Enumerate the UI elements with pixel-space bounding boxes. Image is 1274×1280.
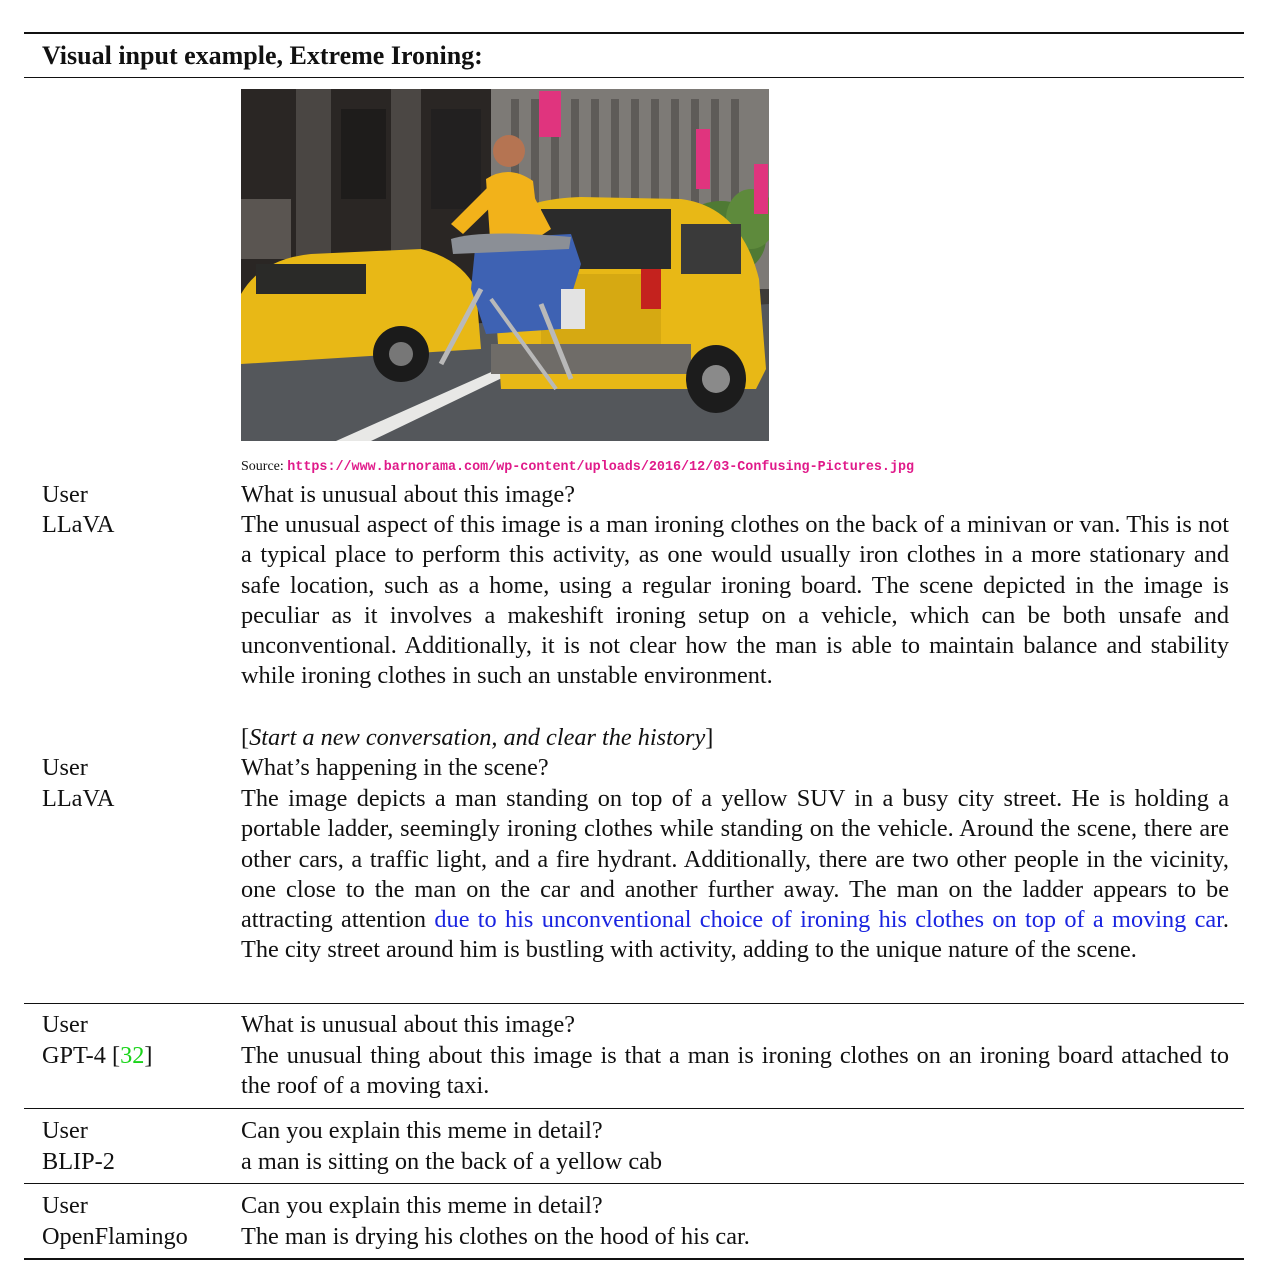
user-question: What’s happening in the scene? <box>241 754 549 781</box>
citation-link[interactable]: 32 <box>120 1042 145 1069</box>
speaker-blip2: BLIP-2 <box>42 1148 115 1175</box>
gpt4-response: The unusual thing about this image is that a man is ironing clothes on an ironing board attached to the roof of a moving taxi. <box>241 1042 1229 1100</box>
bracket-close: ] <box>705 724 714 751</box>
speaker-llava: LLaVA <box>42 785 115 812</box>
user-question: Can you explain this meme in detail? <box>241 1192 603 1219</box>
speaker-llava: LLaVA <box>42 511 115 538</box>
llava-response <box>241 784 1229 966</box>
speaker-user: User <box>42 754 88 781</box>
image-source <box>241 458 914 477</box>
response-text: . The city street around him is bustling with activity, adding to the unique nature of the scene. <box>241 906 1229 964</box>
user-question: Can you explain this meme in detail? <box>241 1117 603 1144</box>
speaker-user: User <box>42 1192 88 1219</box>
citation-open: [ <box>105 1042 121 1069</box>
section-rule-openflamingo <box>24 1183 1244 1184</box>
section-rule-blip2 <box>24 1108 1244 1109</box>
speaker-openflamingo: OpenFlamingo <box>42 1223 188 1250</box>
user-question: What is unusual about this image? <box>241 1011 576 1038</box>
speaker-user: User <box>42 1011 88 1038</box>
section-rule-gpt4 <box>24 1003 1244 1004</box>
table-title: Visual input example, Extreme Ironing: <box>42 41 483 70</box>
speaker-user: User <box>42 1117 88 1144</box>
speaker-user: User <box>42 481 88 508</box>
bottom-rule <box>24 1258 1244 1260</box>
bracket-open: [ <box>241 724 250 751</box>
user-question: What is unusual about this image? <box>241 481 576 508</box>
new-conversation-note <box>241 723 1229 753</box>
source-prefix: Source: <box>241 459 284 474</box>
note-text: Start a new conversation, and clear the history <box>249 724 706 751</box>
blip2-response: a man is sitting on the back of a yellow cab <box>241 1148 663 1175</box>
highlighted-text: due to his unconventional choice of ironing his clothes on top of a moving car <box>434 906 1223 934</box>
speaker-gpt4 <box>42 1041 152 1071</box>
openflamingo-response: The man is drying his clothes on the hood of his car. <box>241 1223 750 1250</box>
llava-response: The unusual aspect of this image is a man ironing clothes on the back of a minivan or van. This is not a typical place to perform this activity, as one would usually iron clothes in a more stationary and safe location, such as a home, using a regular ironing board. The scene depicted in the image is peculiar as it involves a makeshift ironing setup on a vehicle, which can be both unsafe and unconventional. Additionally, it is not clear how the man is able to maintain balance and stability while ironing clothes in such an unstable environment. <box>241 511 1229 690</box>
response-text: The image depicts a man standing on top of a yellow SUV in a busy city street. He is holding a portable ladder, seemingly ironing clothes while standing on the vehicle. Around the scene, there are other cars, a traffic light, and a fire hydrant. Additionally, there are two other people in the vicinity, one close to the man on the car and another further away. The man on the ladder appears to be attracting attention <box>241 785 1229 934</box>
speaker-name: GPT-4 <box>42 1042 106 1069</box>
source-link[interactable]: https://www.barnorama.com/wp-content/uploads/2016/12/03-Confusing-Pictures.jpg <box>287 460 915 475</box>
citation-close: ] <box>144 1042 153 1069</box>
extreme-ironing-photo <box>241 89 769 441</box>
top-rule <box>24 32 1244 34</box>
header-rule <box>24 77 1244 78</box>
